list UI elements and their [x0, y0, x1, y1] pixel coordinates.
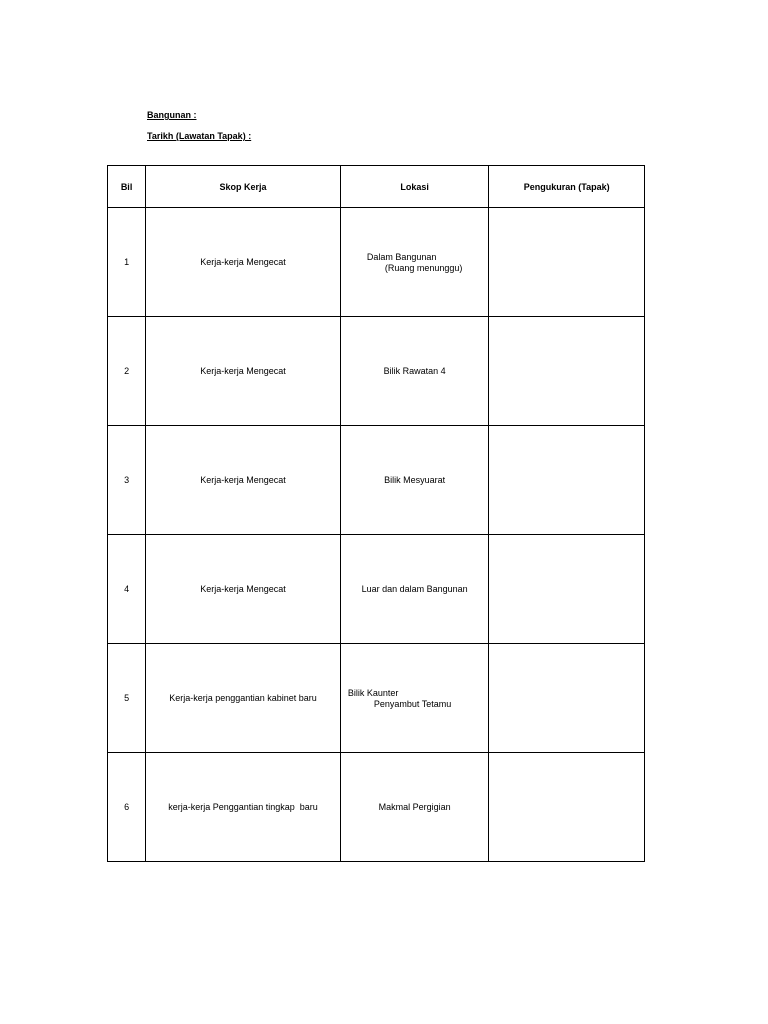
bil-cell: 3	[108, 426, 146, 535]
bil-cell: 6	[108, 753, 146, 862]
table-row	[108, 317, 645, 426]
pengukuran-cell[interactable]	[489, 317, 645, 426]
bil-cell: 2	[108, 317, 146, 426]
table-row	[108, 644, 645, 753]
skop-cell: Kerja-kerja penggantian kabinet baru	[146, 644, 341, 753]
skop-cell: Kerja-kerja Mengecat	[146, 535, 341, 644]
bil-cell: 4	[108, 535, 146, 644]
lokasi-line: Bilik Rawatan 4	[383, 366, 446, 376]
table-header-row	[108, 166, 645, 208]
skop-cell: Kerja-kerja Mengecat	[146, 208, 341, 317]
column-header-lokasi: Lokasi	[340, 166, 489, 208]
lokasi-cell	[340, 644, 489, 753]
column-header-skop-kerja: Skop Kerja	[146, 166, 341, 208]
lokasi-cell	[340, 317, 489, 426]
lokasi-line: Penyambut Tetamu	[373, 699, 452, 709]
lokasi-line: Bilik Kaunter	[347, 688, 399, 698]
lokasi-cell	[340, 753, 489, 862]
column-header-bil: Bil	[108, 166, 146, 208]
table-row	[108, 535, 645, 644]
skop-cell: Kerja-kerja Mengecat	[146, 317, 341, 426]
table-row	[108, 208, 645, 317]
pengukuran-cell[interactable]	[489, 644, 645, 753]
bangunan-label: Bangunan :	[147, 110, 197, 120]
table-row	[108, 426, 645, 535]
lokasi-cell	[340, 208, 489, 317]
skop-cell: kerja-kerja Penggantian tingkap baru	[146, 753, 341, 862]
bil-cell: 5	[108, 644, 146, 753]
skop-cell: Kerja-kerja Mengecat	[146, 426, 341, 535]
tarikh-label: Tarikh (Lawatan Tapak) :	[147, 131, 252, 141]
table-row	[108, 753, 645, 862]
lokasi-line: Bilik Mesyuarat	[384, 475, 446, 485]
lokasi-line: Luar dan dalam Bangunan	[361, 584, 468, 594]
lokasi-line: Makmal Pergigian	[378, 802, 451, 812]
lokasi-cell	[340, 426, 489, 535]
pengukuran-cell[interactable]	[489, 753, 645, 862]
lokasi-cell	[340, 535, 489, 644]
pengukuran-cell[interactable]	[489, 426, 645, 535]
lokasi-line: (Ruang menunggu)	[384, 263, 463, 273]
lokasi-line: Dalam Bangunan	[366, 252, 437, 262]
pengukuran-cell[interactable]	[489, 208, 645, 317]
column-header-pengukuran: Pengukuran (Tapak)	[489, 166, 645, 208]
bil-cell: 1	[108, 208, 146, 317]
work-scope-table	[107, 165, 645, 862]
pengukuran-cell[interactable]	[489, 535, 645, 644]
